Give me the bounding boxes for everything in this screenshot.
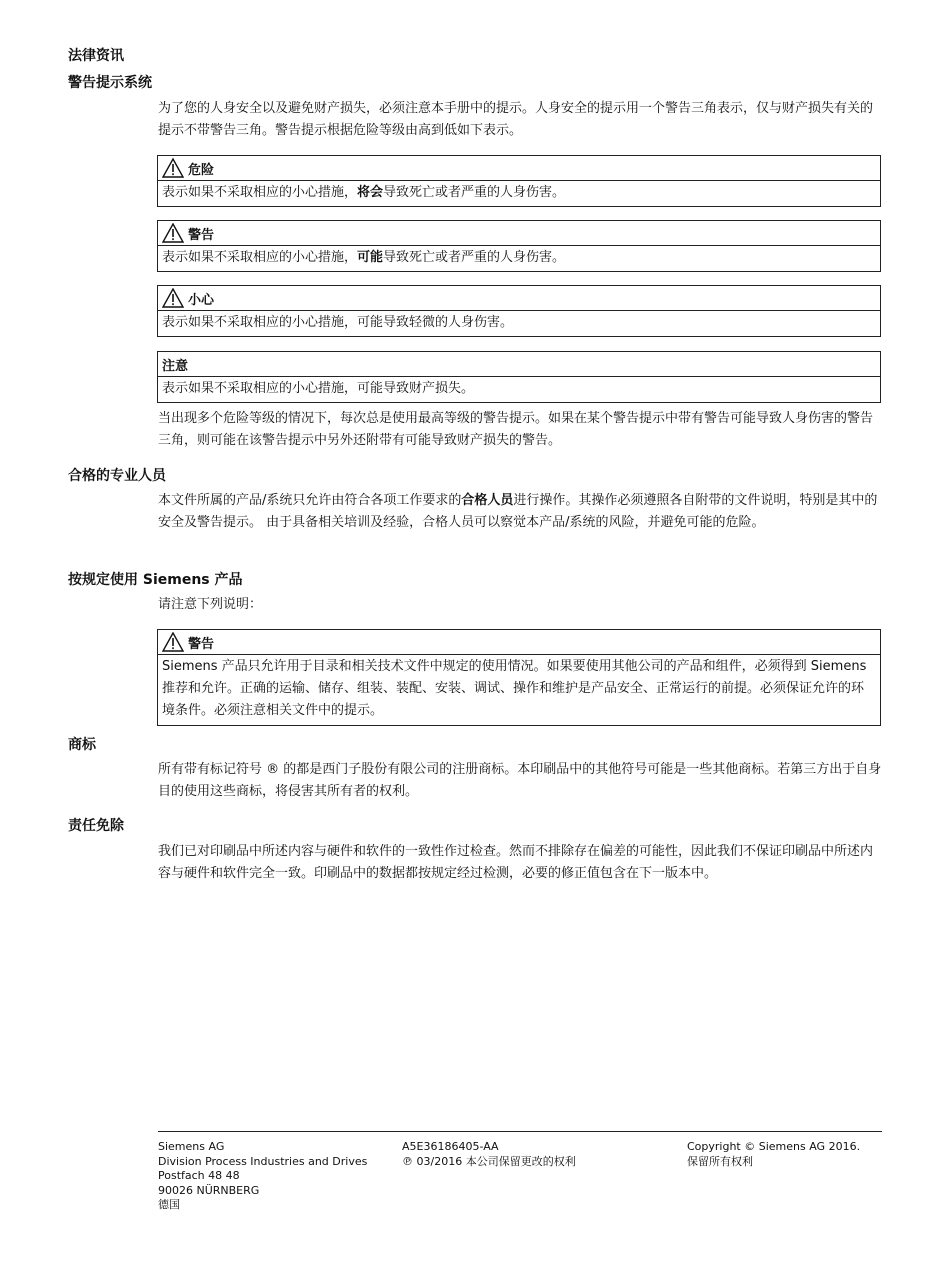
danger-box bbox=[157, 155, 881, 207]
warning-system-intro: 为了您的人身安全以及避免财产损失，必须注意本手册中的提示。人身安全的提示用一个警告三角表示，仅与财产损失有关的提示不带警告三角。警告提示根据危险等级由高到低如下表示。 bbox=[158, 101, 874, 138]
danger-title: 危险 bbox=[188, 162, 215, 178]
danger-text: 表示如果不采取相应的小心措施，将会导致死亡或者严重的人身伤害。 bbox=[162, 185, 566, 200]
footer-copyright: Copyright © Siemens AG 2016. 保留所有权利 bbox=[687, 1140, 861, 1168]
section-heading-warning-system: 警告提示系统 bbox=[68, 75, 152, 91]
warning-title: 警告 bbox=[188, 227, 215, 243]
notice-title: 注意 bbox=[162, 358, 189, 374]
caution-title: 小心 bbox=[188, 292, 215, 308]
proper-use-warning-box bbox=[157, 629, 881, 726]
caution-text: 表示如果不采取相应的小心措施，可能导致轻微的人身伤害。 bbox=[162, 315, 514, 330]
page-title: 法律资讯 bbox=[68, 48, 124, 64]
qualified-text: 本文件所属的产品/系统只允许由符合各项工作要求的合格人员进行操作。其操作必须遵照各自附带的文件说明，特别是其中的安全及警告提示。 由于具备相关培训及经验，合格人员可以察觉本产品/系统的风险，并避免可能的危险。 bbox=[158, 493, 878, 530]
warning-triangle-icon bbox=[162, 158, 184, 178]
warning-text: 表示如果不采取相应的小心措施，可能导致死亡或者严重的人身伤害。 bbox=[162, 250, 566, 265]
notice-box bbox=[157, 351, 881, 403]
proper-use-warning-text: Siemens 产品只允许用于目录和相关技术文件中规定的使用情况。如果要使用其他公司的产品和组件，必须得到 Siemens 推荐和允许。正确的运输、储存、组装、装配、安装、调试、操作和维护是产品安全、正常运行的前提。必须保证允许的环境条件。必须注意相关文件中的提示。 bbox=[162, 659, 867, 718]
notice-box-header bbox=[158, 352, 880, 377]
footer-doc-id: A5E36186405-AA ℗ 03/2016 本公司保留更改的权利 bbox=[402, 1140, 576, 1168]
proper-use-warning-header bbox=[158, 630, 880, 655]
warning-box-header bbox=[158, 221, 880, 246]
proper-use-warning-title: 警告 bbox=[188, 636, 215, 652]
proper-use-intro: 请注意下列说明： bbox=[158, 597, 263, 612]
footer-address: Siemens AG Division Process Industries and Drives Postfach 48 48 90026 NÜRNBERG 德国 bbox=[158, 1140, 368, 1211]
caution-box-header bbox=[158, 286, 880, 311]
section-heading-proper-use: 按规定使用 Siemens 产品 bbox=[68, 572, 243, 588]
warning-triangle-icon bbox=[162, 288, 184, 308]
warning-box bbox=[157, 220, 881, 272]
danger-box-header bbox=[158, 156, 880, 181]
section-heading-trademarks: 商标 bbox=[68, 737, 96, 753]
notice-text: 表示如果不采取相应的小心措施，可能导致财产损失。 bbox=[162, 381, 475, 396]
footer-divider bbox=[158, 1131, 882, 1132]
trademarks-text: 所有带有标记符号 ® 的都是西门子股份有限公司的注册商标。本印刷品中的其他符号可能是一些其他商标。若第三方出于自身目的使用这些商标，将侵害其所有者的权利。 bbox=[158, 762, 882, 799]
warning-triangle-icon bbox=[162, 632, 184, 652]
warning-system-outro: 当出现多个危险等级的情况下，每次总是使用最高等级的警告提示。如果在某个警告提示中带有警告可能导致人身伤害的警告三角，则可能在该警告提示中另外还附带有可能导致财产损失的警告。 bbox=[158, 411, 874, 448]
disclaimer-text: 我们已对印刷品中所述内容与硬件和软件的一致性作过检查。然而不排除存在偏差的可能性，因此我们不保证印刷品中所述内容与硬件和软件完全一致。印刷品中的数据都按规定经过检测，必要的修正值包含在下一版本中。 bbox=[158, 844, 874, 881]
caution-box bbox=[157, 285, 881, 337]
section-heading-qualified: 合格的专业人员 bbox=[68, 468, 166, 484]
warning-triangle-icon bbox=[162, 223, 184, 243]
section-heading-disclaimer: 责任免除 bbox=[68, 818, 124, 834]
